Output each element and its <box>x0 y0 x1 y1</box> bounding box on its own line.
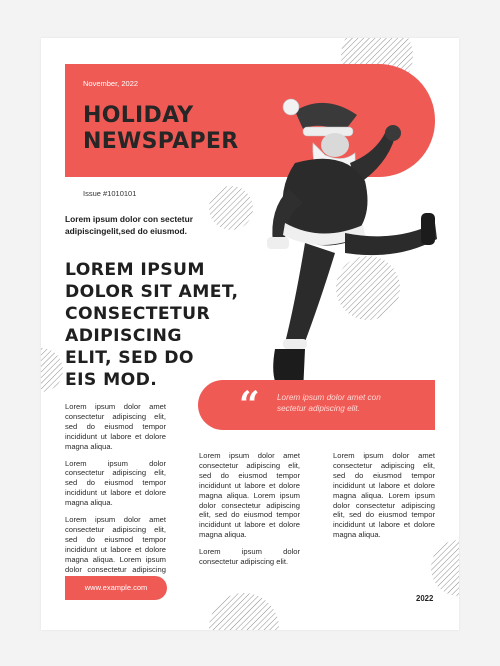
intro-text: Lorem ipsum dolor con sectetur adipiscingelit,sed do eiusmod. <box>65 214 193 236</box>
column-paragraph: Lorem ipsum dolor amet consectetur adipiscing elit, sed do eiusmod tempor incididunt ut labore et dolore magna aliqua. Lorem ipsum dolor consectetur adipiscing elit, sed do eiusmod tempor incididunt ut labore et dolore magna aliqua. <box>333 451 435 540</box>
column-paragraph: Lorem ipsum dolor amet consectetur adipiscing elit, sed do eiusmod tempor incididunt ut labore et dolore magna aliqua. <box>65 402 166 451</box>
issue-number: Issue #1010101 <box>83 189 137 198</box>
website-link[interactable]: www.example.com <box>65 576 167 600</box>
hatched-circle-bottom-center <box>209 593 279 630</box>
column-paragraph: Lorem ipsum dolor consectetur adipiscing elit. <box>199 547 300 567</box>
newspaper-page <box>41 38 459 630</box>
hatched-circle-left-edge <box>41 348 63 392</box>
article-column-left <box>65 402 166 591</box>
column-paragraph: Lorem ipsum dolor consectetur adipiscing elit, sed do eiusmod tempor incididunt ut labore et dolore magna aliqua. <box>65 458 166 508</box>
quote-mark-icon: “ <box>239 384 260 426</box>
column-paragraph: Lorem ipsum dolor amet consectetur adipiscing elit, sed do eiusmod tempor incididunt ut labore et dolore magna aliqua. Lorem ipsum dolor consectetur adipiscing elit, sed do eiusmod tempor incididunt ut labore et dolore magna aliqua. <box>199 451 300 540</box>
column-paragraph: Lorem ipsum dolor amet consectetur adipiscing elit, sed do eiusmod tempor incididunt ut labore et dolore magna aliqua. Lorem ipsum dolor consectetur adipiscing <box>65 515 166 574</box>
footer-year: 2022 <box>416 594 434 603</box>
article-column-right <box>333 451 435 547</box>
hatched-circle-bottom-right <box>431 540 459 596</box>
pull-quote-text: Lorem ipsum dolor amet con sectetur adipiscing elit. <box>277 393 381 413</box>
issue-date: November, 2022 <box>83 79 139 88</box>
article-column-middle <box>199 451 300 574</box>
newspaper-title: HOLIDAY NEWSPAPER <box>83 103 239 154</box>
headline: LOREM IPSUM DOLOR SIT AMET, CONSECTETUR ADIPISCING ELIT, SED DO EIS MOD. <box>65 260 239 390</box>
